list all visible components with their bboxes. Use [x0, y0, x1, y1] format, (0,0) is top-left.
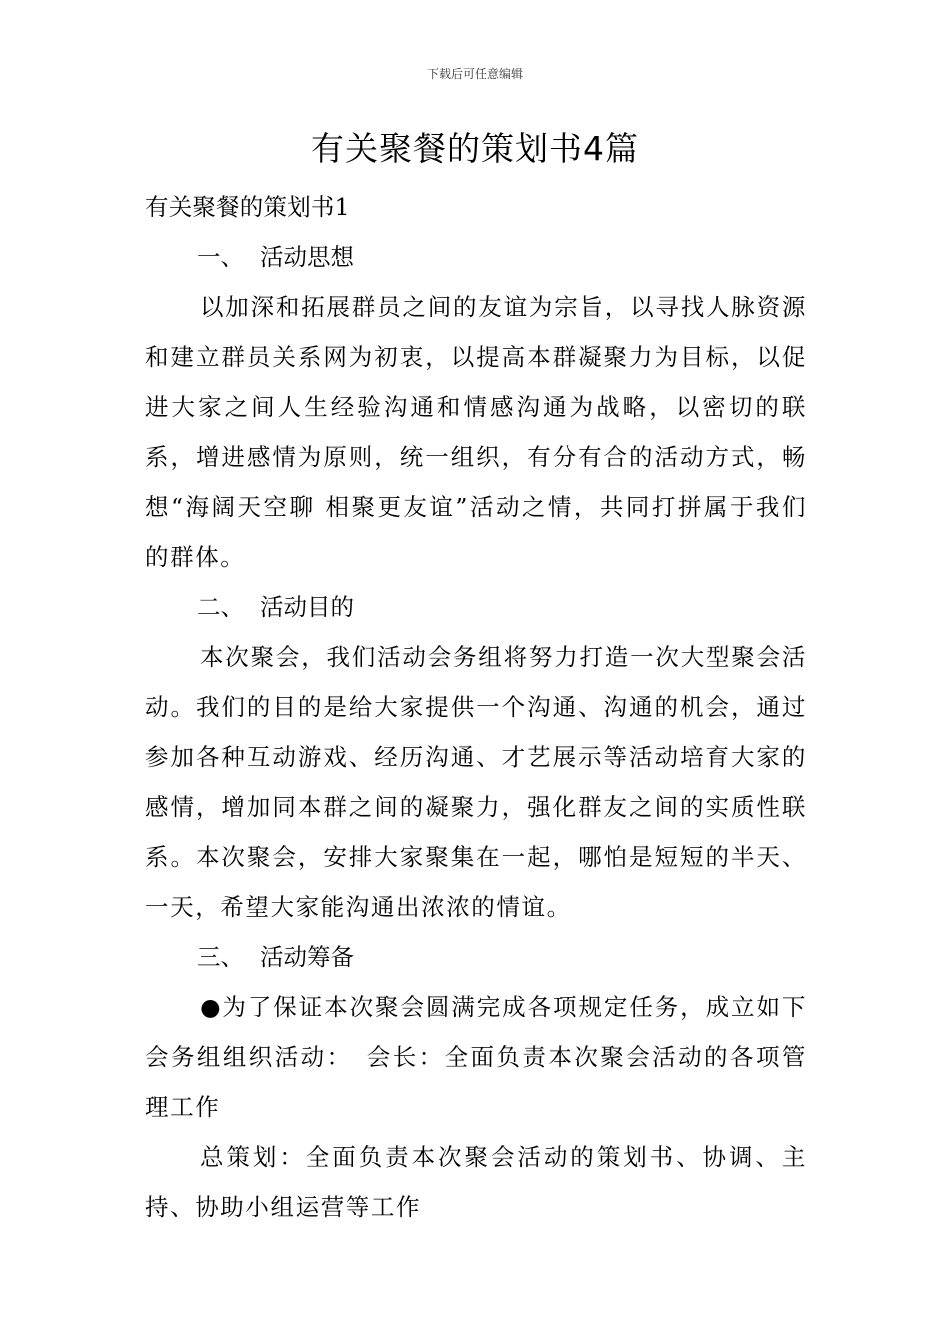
section-heading-text: 活动目的	[260, 593, 354, 621]
section-heading-text: 活动筹备	[260, 943, 354, 971]
paragraph: 本次聚会，我们活动会务组将努力打造一次大型聚会活动。我们的目的是给大家提供一个沟通、沟通的机会，通过参加各种互动游戏、经历沟通、才艺展示等活动培育大家的感情，增加同本群之间的凝聚力，强化群友之间的实质性联系。本次聚会，安排大家聚集在一起，哪怕是短短的半天、一天，希望大家能沟通出浓浓的情谊。	[145, 643, 807, 921]
section-number: 一、	[197, 243, 244, 271]
paragraph: ●为了保证本次聚会圆满完成各项规定任务，成立如下会务组组织活动： 会长：全面负责本次聚会活动的各项管理工作	[145, 993, 807, 1121]
section-heading-text: 活动思想	[260, 243, 354, 271]
section-number: 三、	[197, 943, 244, 971]
section-number: 二、	[197, 593, 244, 621]
section-heading-1	[145, 232, 807, 282]
paragraph: 以加深和拓展群员之间的友谊为宗旨，以寻找人脉资源和建立群员关系网为初衷，以提高本群凝聚力为目标，以促进大家之间人生经验沟通和情感沟通为战略，以密切的联系，增进感情为原则，统一组织，有分有合的活动方式，畅想“海阔天空聊 相聚更友谊”活动之情，共同打拼属于我们的群体。	[145, 293, 807, 571]
paragraph: 总策划：全面负责本次聚会活动的策划书、协调、主持、协助小组运营等工作	[145, 1143, 807, 1221]
section-heading-3	[145, 932, 807, 982]
section-heading-2	[145, 582, 807, 632]
document-title: 有关聚餐的策划书4篇	[311, 129, 639, 168]
document-body	[145, 182, 807, 1232]
document-subtitle: 有关聚餐的策划书1	[145, 193, 350, 221]
header-note: 下载后可任意编辑	[426, 67, 523, 81]
